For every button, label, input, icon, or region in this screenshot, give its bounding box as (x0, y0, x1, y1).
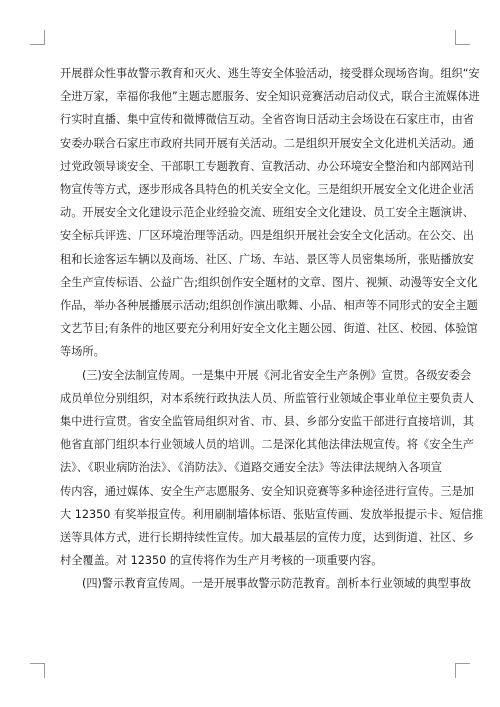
text-line: 法》、《职业病防治法》、《消防法》、《道路交通安全法》等法律法规纳入各项宣 (60, 461, 442, 475)
crop-mark-top-right (455, 30, 470, 45)
text-line: 村全覆盖。对 12350 的宣传将作为生产月考核的一项重要内容。 (60, 554, 383, 568)
text-line: 物宣传等方式，逐步形成各具特色的机关安全文化。三是组织开展安全文化进企业活 (60, 183, 474, 197)
text-line: 作品，举办各种展播展示活动;组织创作演出歌舞、小品、相声等不同形式的安全主题 (60, 299, 478, 313)
text-line: 安委办联合石家庄市政府共同开展有关活动。二是组织开展安全文化进机关活动。通 (60, 136, 474, 150)
text-line: 大 12350 有奖举报宣传。利用刷制墙体标语、张贴宣传画、发放举报提示卡、短信推 (60, 507, 484, 521)
text-line: 他省直部门组织本行业领域人员的培训。二是深化其他法律法规宣传。将《安全生产 (60, 438, 474, 452)
crop-mark-top-left (30, 30, 45, 45)
text-line: 行实时直播、集中宣传和微博微信互动。全省咨询日活动主会场设在石家庄市，由省 (60, 113, 474, 127)
text-line: 全生产宣传标语、公益广告;组织创作安全题材的文章、图片、视频、动漫等安全文化 (60, 275, 478, 289)
crop-mark-bottom-right (455, 663, 470, 678)
paragraph-cultural-activities (60, 62, 480, 364)
paragraph-legal-publicity-week (60, 364, 484, 573)
text-line: 全进万家，幸福你我他”主题志愿服务、安全知识竞赛活动启动仪式，联合主流媒体进 (60, 90, 480, 104)
text-line: 文艺节目;有条件的地区要充分利用好安全文化主题公园、街道、社区、校园、体验馆 (60, 322, 478, 336)
document-body (60, 62, 484, 596)
text-line: (三)安全法制宣传周。一是集中开展《河北省安全生产条例》宣贯。各级安委会 (82, 368, 472, 382)
text-line: 租和长途客运车辆以及商场、社区、广场、车站、景区等人员密集场所，张贴播放安 (60, 252, 474, 266)
paragraph-warning-education-week (60, 572, 472, 595)
text-line: 送等具体方式，进行长期持续性宣传。加大最基层的宣传力度，达到街道、社区、乡 (60, 531, 474, 545)
text-line: 集中进行宣贯。省安全监管局组织对省、市、县、乡部分安监干部进行直接培训，其 (60, 415, 474, 429)
text-line: 成员单位分别组织，对本系统行政执法人员、所监管行业领域企事业单位主要负责人 (60, 391, 474, 405)
text-line: 动。开展安全文化建设示范企业经验交流、班组安全文化建设、员工安全主题演讲、 (60, 206, 474, 220)
text-line: 传内容，通过媒体、安全生产志愿服务、安全知识竞赛等多种途径进行宣传。三是加 (60, 484, 474, 498)
text-line: 过党政领导谈安全、干部职工专题教育、宣教活动、办公环境安全整治和内部网站刊 (60, 159, 474, 173)
text-line: 等场所。 (60, 345, 105, 359)
text-line: 安全标兵评选、厂区环境治理等活动。四是组织开展社会安全文化活动。在公交、出 (60, 229, 474, 243)
crop-mark-bottom-left (30, 663, 45, 678)
text-line: 开展群众性事故警示教育和灭火、逃生等安全体验活动，接受群众现场咨询。组织“安 (60, 67, 480, 80)
text-line: (四)警示教育宣传周。一是开展事故警示防范教育。剖析本行业领域的典型事故 (82, 577, 472, 591)
